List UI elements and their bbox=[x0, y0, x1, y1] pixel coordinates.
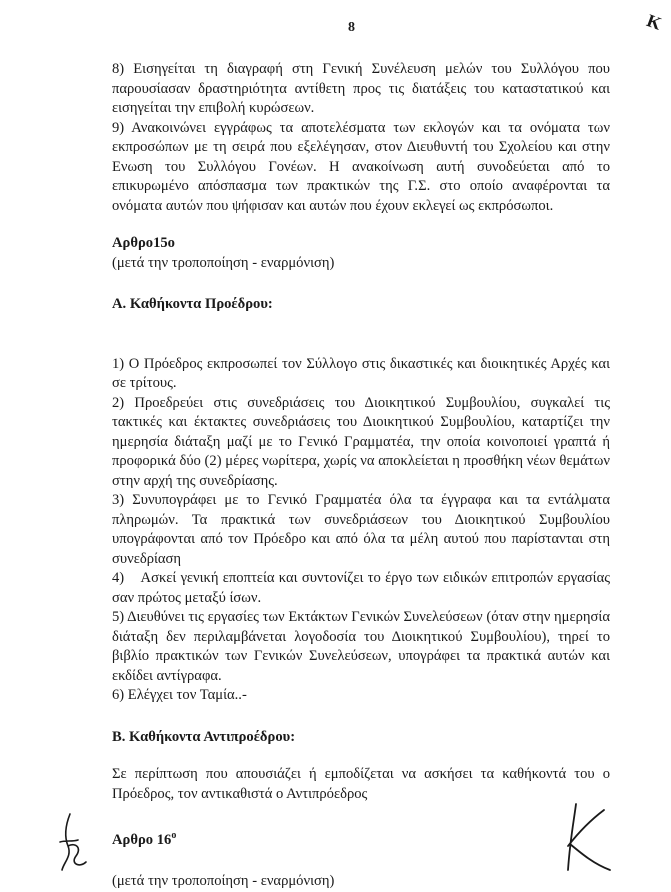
article16-note: (μετά την τροποποίηση - εναρμόνιση) bbox=[112, 873, 335, 890]
document-body bbox=[112, 60, 614, 892]
page-number: 8 bbox=[348, 20, 355, 35]
section-a-item-3: 3) Συνυπογράφει με το Γενικό Γραμματέα όλα τα έγγραφα και τα εντάλματα πληρωμών. Τα πρακτικά των συνεδριάσεων του Διοικητικού Συμβουλίου υπογράφονται από τον Πρόεδρο και από όλα τα μέλη αυτού που παρίστανται στη συνεδρίαση bbox=[112, 492, 610, 567]
article14-item8: 8) Εισηγείται τη διαγραφή στη Γενική Συνέλευση μελών του Συλλόγου που παρουσίασαν δραστηριότητα αντίθετη προς τις διατάξεις του καταστατικού και εισηγείται την επιβολή κυρώσεων. bbox=[112, 61, 610, 116]
signature-left bbox=[56, 812, 96, 877]
section-a-heading: Α. Καθήκοντα Προέδρου: bbox=[112, 296, 273, 312]
article16-title: Αρθρο $16^o$ bbox=[112, 830, 177, 848]
corner-mark: Κ bbox=[644, 10, 665, 34]
section-b-text: Σε περίπτωση που απουσιάζει ή εμποδίζεται να ασκήσει τα καθήκοντά του ο Πρόεδρος, τον αντικαθιστά ο Αντιπρόεδρος bbox=[112, 766, 610, 802]
section-a-item-5: 5) Διευθύνει τις εργασίες των Εκτάκτων Γενικών Συνελεύσεων (όταν στην ημερησία διάταξη δεν περιλαμβάνεται λογοδοσία του Διοικητικού Συμβουλίου), τηρεί το βιβλίο πρακτικών των Γενικών Συνελεύσεων, υπογράφει τα πρακτικά αυτών και εκδίδει αντίγραφα. bbox=[112, 609, 610, 684]
section-a-item-6: 6) Ελέγχει τον Ταμία..- bbox=[112, 687, 247, 703]
section-a-item-4: 4) Ασκεί γενική εποπτεία και συντονίζει το έργο των ειδικών επιτροπών εργασίας σαν πρώτος μεταξύ ίσων. bbox=[112, 570, 614, 606]
article15-title: Αρθρο15ο bbox=[112, 235, 175, 251]
article15-note: (μετά την τροποποίηση - εναρμόνιση) bbox=[112, 254, 335, 271]
section-b-heading: Β. Καθήκοντα Αντιπροέδρου: bbox=[112, 728, 296, 745]
section-a-item-1: 1) Ο Πρόεδρος εκπροσωπεί τον Σύλλογο στις δικαστικές και διοικητικές Αρχές και σε τρίτους. bbox=[112, 355, 610, 391]
article14-item9: 9) Ανακοινώνει εγγράφως τα αποτελέσματα των εκλογών και τα ονόματα των εκπροσώπων με τη σειρά που εξελέγησαν, στον Διευθυντή του Σχολείου και στην Ενωση του Συλλόγου Γονέων. Η ανακοίνωση αυτή συνοδεύεται από το επικυρωμένο απόσπασμα των πρακτικών της Γ.Σ. στο οποίο αναφέρονται τα ονόματα αυτών που ψήφισαν και αυτών που έχουν εκλεγεί ως εκπρόσωποι. bbox=[112, 119, 610, 214]
section-a-item-2: 2) Προεδρεύει στις συνεδριάσεις του Διοικητικού Συμβουλίου, συγκαλεί τις τακτικές και έκτακτες συνεδριάσεις του Διοικητικού Συμβουλίου, καταρτίζει την ημερησία διάταξη μαζί με το Γενικό Γραμματέα, την οποία κοινοποιεί γραπτά ή προφορικά δύο (2) μέρες νωρίτερα, χωρίς να αποκλείεται η προσθήκη νέων θεμάτων στην αρχή της συνεδρίασης. bbox=[112, 394, 610, 489]
signature-right bbox=[556, 800, 616, 875]
